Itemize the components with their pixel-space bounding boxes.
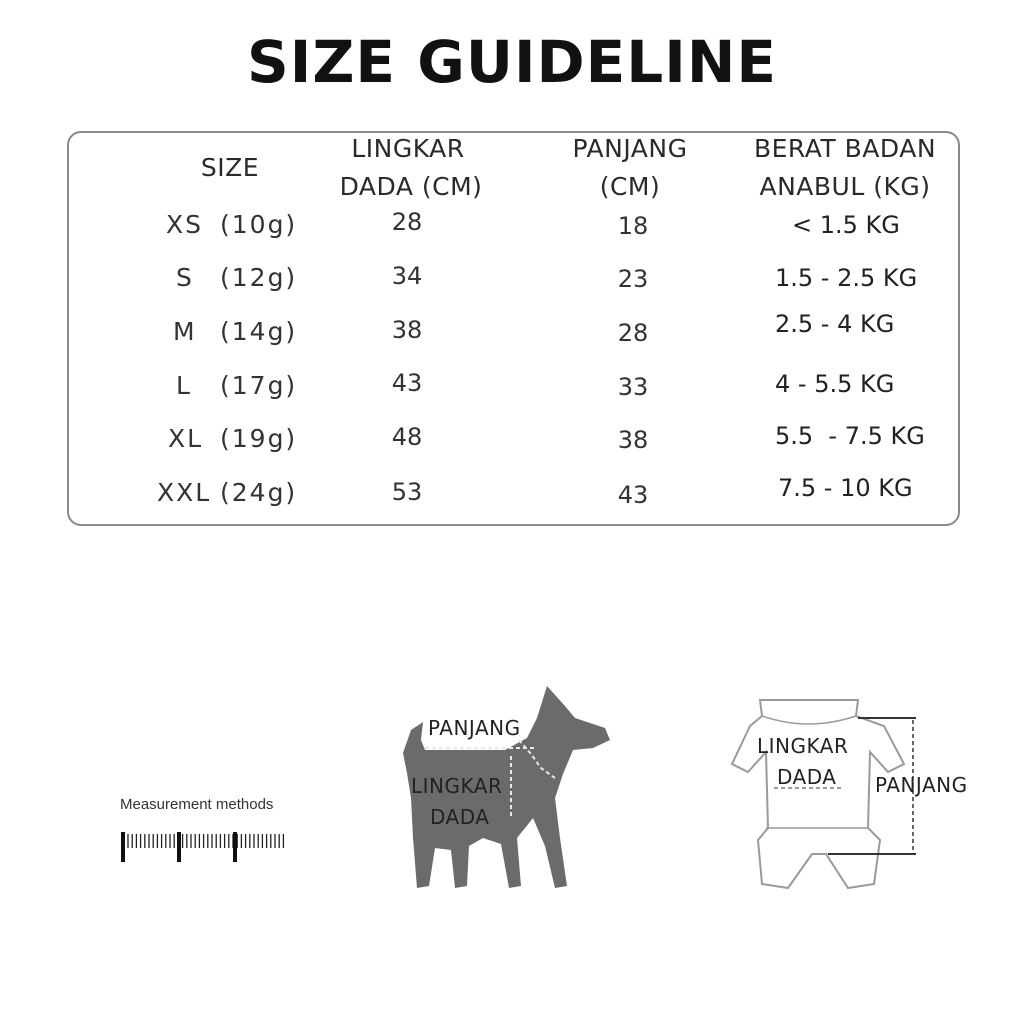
row-chest: 34 xyxy=(391,262,423,290)
row-size: XXL xyxy=(157,478,212,507)
header-weight-line2: ANABUL (KG) xyxy=(759,172,931,201)
header-weight-line1: BERAT BADAN xyxy=(753,134,937,163)
row-weight: 5.5 - 7.5 KG xyxy=(775,422,925,450)
row-grams: (17g) xyxy=(220,371,298,400)
row-weight: 2.5 - 4 KG xyxy=(775,310,895,338)
row-size: M xyxy=(173,317,197,346)
header-size: SIZE xyxy=(200,153,260,182)
header-chest-line1: LINGKAR xyxy=(351,134,465,163)
row-size: S xyxy=(176,263,194,292)
row-size: L xyxy=(176,371,192,400)
row-weight: 1.5 - 2.5 KG xyxy=(775,264,918,292)
row-length: 33 xyxy=(617,373,649,401)
row-length: 28 xyxy=(617,319,649,347)
row-weight: 7.5 - 10 KG xyxy=(778,474,913,502)
garment-length-label: PANJANG xyxy=(875,773,968,797)
row-chest: 48 xyxy=(391,423,423,451)
dog-chest-label-line1: LINGKAR xyxy=(411,774,503,798)
row-length: 38 xyxy=(617,426,649,454)
row-grams: (10g) xyxy=(220,210,298,239)
row-weight: 4 - 5.5 KG xyxy=(775,370,895,398)
row-chest: 28 xyxy=(391,208,423,236)
dog-chest-label-line2: DADA xyxy=(430,805,490,829)
row-grams: (24g) xyxy=(220,478,298,507)
page-title: SIZE GUIDELINE xyxy=(247,28,777,96)
header-length-line1: PANJANG xyxy=(572,134,688,163)
row-grams: (12g) xyxy=(220,263,298,292)
row-chest: 43 xyxy=(391,369,423,397)
row-length: 18 xyxy=(617,212,649,240)
row-weight: < 1.5 KG xyxy=(792,211,900,239)
ruler-icon xyxy=(120,826,290,864)
dog-length-label: PANJANG xyxy=(428,716,521,740)
garment-chest-label-line2: DADA xyxy=(777,765,837,789)
row-grams: (14g) xyxy=(220,317,298,346)
measurement-label: Measurement methods xyxy=(120,796,274,813)
row-length: 23 xyxy=(617,265,649,293)
row-grams: (19g) xyxy=(220,424,298,453)
header-chest-line2: DADA (CM) xyxy=(339,172,483,201)
row-size: XS xyxy=(166,210,203,239)
row-chest: 38 xyxy=(391,316,423,344)
row-length: 43 xyxy=(617,481,649,509)
garment-chest-label-line1: LINGKAR xyxy=(757,734,849,758)
header-length-line2: (CM) xyxy=(599,172,661,201)
row-chest: 53 xyxy=(391,478,423,506)
row-size: XL xyxy=(168,424,204,453)
